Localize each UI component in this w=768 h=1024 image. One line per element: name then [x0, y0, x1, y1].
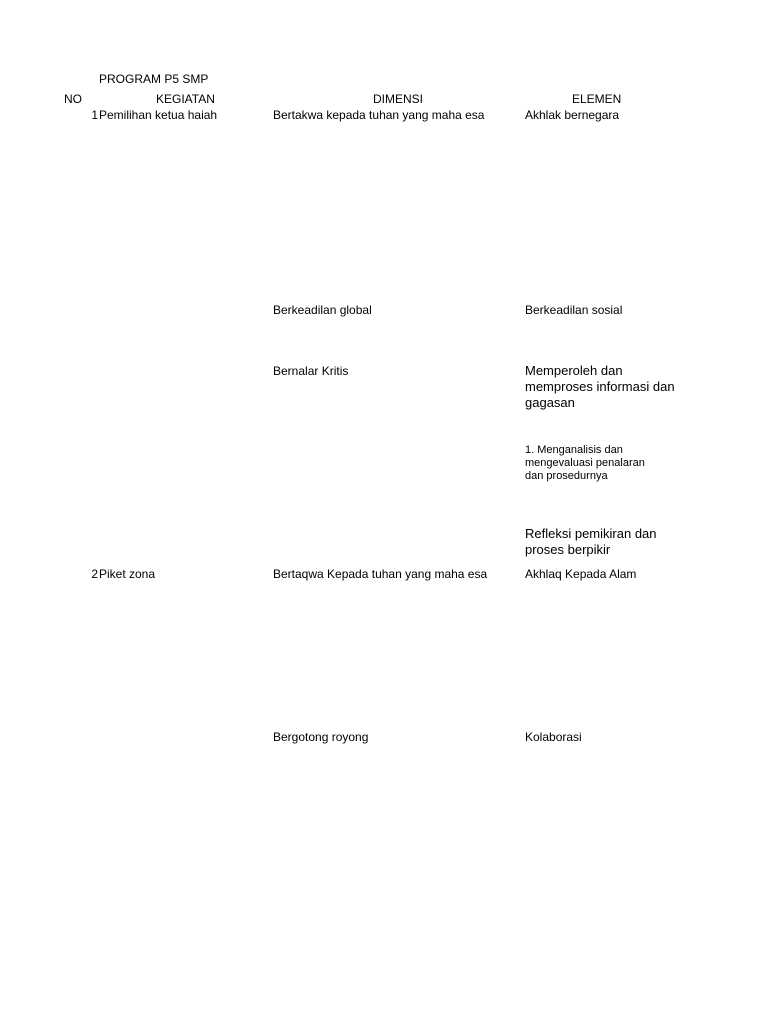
- row-1-elemen-5: Refleksi pemikiran dan proses berpikir: [525, 526, 657, 557]
- row-1-elemen-3: Memperoleh dan memproses informasi dan gagasan: [525, 363, 675, 410]
- row-1-kegiatan: Pemilihan ketua haiah: [99, 108, 218, 122]
- row-2-dimensi-1: Bertaqwa Kepada tuhan yang maha esa: [273, 567, 488, 581]
- row-2-dimensi-2: Bergotong royong: [273, 730, 369, 744]
- row-1-dimensi-2: Berkeadilan global: [273, 303, 372, 317]
- row-1-dimensi-1: Bertakwa kepada tuhan yang maha esa: [273, 108, 485, 122]
- row-2-no: 2: [91, 567, 98, 581]
- row-2-kegiatan: Piket zona: [99, 567, 156, 581]
- header-kegiatan: KEGIATAN: [156, 92, 215, 106]
- document-title: PROGRAM P5 SMP: [99, 72, 209, 86]
- row-1-elemen-4: 1. Menganalisis dan mengevaluasi penalaran dan prosedurnya: [525, 444, 645, 482]
- row-2-elemen-2: Kolaborasi: [525, 730, 582, 744]
- row-1-elemen-2: Berkeadilan sosial: [525, 303, 623, 317]
- header-dimensi: DIMENSI: [373, 92, 424, 106]
- row-1-elemen-1: Akhlak bernegara: [525, 108, 620, 122]
- row-1-dimensi-3: Bernalar Kritis: [273, 364, 349, 378]
- row-1-no: 1: [91, 108, 98, 122]
- header-no: NO: [64, 92, 82, 106]
- header-elemen: ELEMEN: [572, 92, 622, 106]
- row-2-elemen-1: Akhlaq Kepada Alam: [525, 567, 637, 581]
